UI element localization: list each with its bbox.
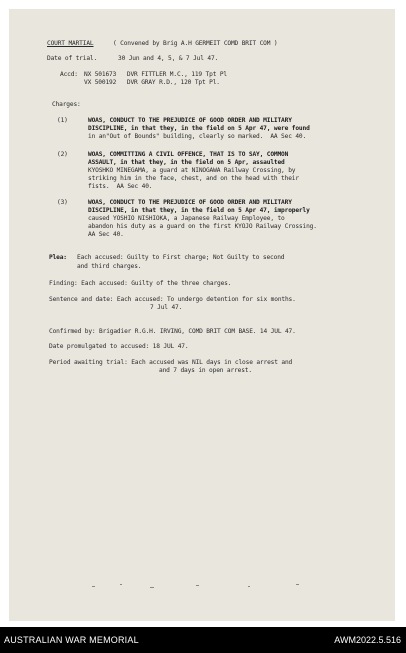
accession-number: AWM2022.5.516 (334, 635, 401, 645)
charge-1-line: in an"Out of Bounds" building, clearly so marked. AA Sec 40. (88, 133, 307, 140)
scan-speck (150, 587, 154, 588)
court-martial-title: COURT MARTIAL (47, 40, 94, 47)
charge-2-line: KYOSHKO MINEGAMA, a guard at NINOGAWA Railway Crossing, by (88, 167, 296, 174)
date-of-trial-label: Date of trial. (47, 55, 98, 62)
charge-3-line: AA Sec 40. (88, 231, 124, 238)
sentence-line: Sentence and date: Each accused: To undergo detention for six months. (49, 296, 296, 303)
archive-footer (0, 627, 406, 653)
charge-2-line: striking him in the face, chest, and on the head with their (88, 175, 299, 182)
charge-2-line: ASSAULT, in that they, in the field on 5 Apr, assaulted (88, 159, 285, 166)
charge-3-line: caused YOSHIO NISHIOKA, a Japanese Railway Employee, to (88, 215, 285, 222)
sentence-line: 7 Jul 47. (150, 304, 183, 311)
date-of-trial-value: 30 Jun and 4, 5, & 7 Jul 47. (118, 55, 219, 62)
charge-1-line: DISCIPLINE, in that they, in the field on 5 Apr 47, were found (88, 125, 310, 132)
plea-line: and third charges. (77, 263, 142, 270)
charge-number: (3) (57, 199, 68, 206)
accused-label: Accd: (60, 71, 78, 78)
scan-speck (248, 586, 250, 587)
charge-3-line: abandon his duty as a guard on the first KYOJO Railway Crossing. (88, 223, 317, 230)
scan-speck (196, 585, 199, 586)
plea-line: Each accused: Guilty to First charge; Not Guilty to second (77, 254, 285, 261)
awaiting-trial-line: and 7 days in open arrest. (159, 367, 252, 374)
awaiting-trial-line: Period awaiting trial: Each accused was NIL days in close arrest and (49, 359, 293, 366)
date-promulgated: Date promulgated to accused: 18 JUL 47. (49, 343, 189, 350)
charge-number: (2) (57, 151, 68, 158)
finding: Finding: Each accused: Guilty of the three charges. (49, 280, 232, 287)
charge-1-line: WOAS, CONDUCT TO THE PREJUDICE OF GOOD ORDER AND MILITARY (88, 117, 292, 124)
institution-name: AUSTRALIAN WAR MEMORIAL (4, 635, 139, 645)
charge-3-line: DISCIPLINE, in that they, in the field on 5 Apr 47, improperly (88, 207, 310, 214)
charge-2-line: fists. AA Sec 40. (88, 183, 153, 190)
charge-2-line: WOAS, COMMITTING A CIVIL OFFENCE, THAT IS TO SAY, COMMON (88, 151, 289, 158)
scan-speck (296, 584, 299, 585)
convened-by: ( Convened by Brig A.H GERMEIT COMD BRIT COM ) (113, 40, 278, 47)
plea-label: Plea: (49, 254, 67, 261)
charge-3-line: WOAS, CONDUCT TO THE PREJUDICE OF GOOD ORDER AND MILITARY (88, 199, 292, 206)
scan-speck (92, 586, 95, 587)
scan-speck (120, 584, 122, 585)
charge-number: (1) (57, 117, 68, 124)
accused-line: VX 500192 DVR GRAY R.D., 120 Tpt Pl. (84, 79, 220, 86)
accused-line: NX 501673 DVR FITTLER M.C., 119 Tpt Pl (84, 71, 228, 78)
charges-label: Charges: (52, 101, 81, 108)
confirmed-by: Confirmed by: Brigadier R.G.H. IRVING, COMD BRIT COM BASE. 14 JUL 47. (49, 328, 296, 335)
